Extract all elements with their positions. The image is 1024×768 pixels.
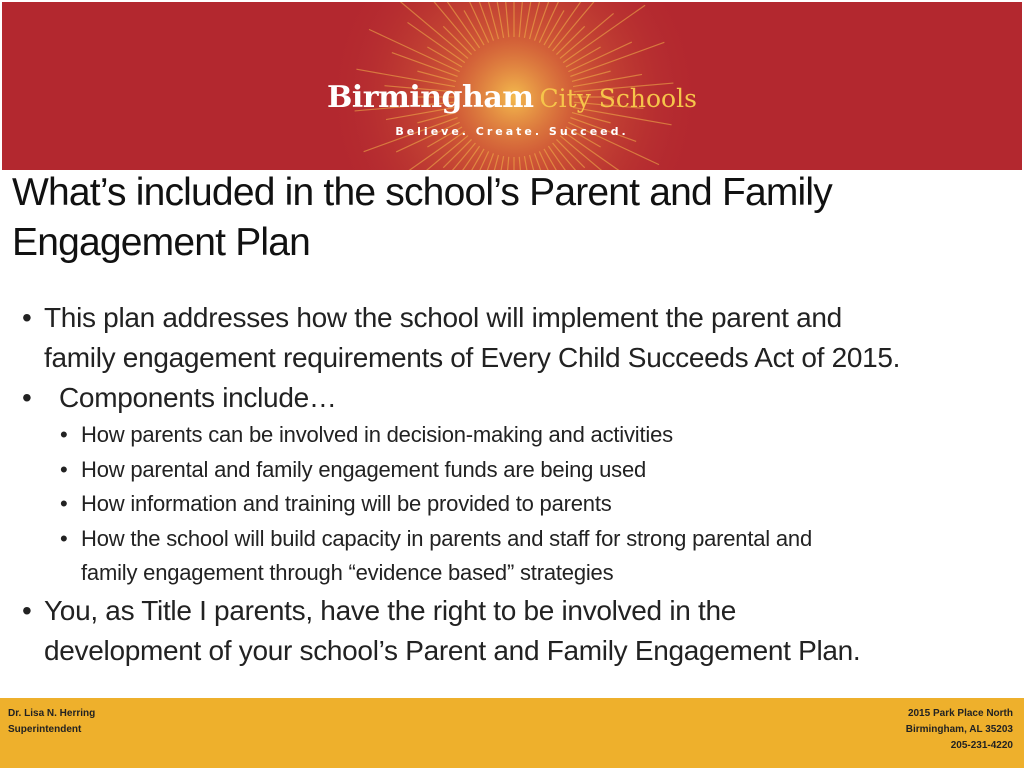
address-street: 2015 Park Place North <box>907 708 1013 719</box>
bullet-title-one-rights <box>22 591 1017 671</box>
bullet-dot: • <box>22 302 32 333</box>
phone-number: 205-231-4220 <box>950 740 1013 751</box>
sub-bullet-funds <box>44 453 1017 488</box>
sub-bullet-text: How information and training will be provided to parents <box>81 491 612 516</box>
district-logo <box>2 80 1022 138</box>
title-line-1: What’s included in the school’s Parent and Family <box>12 171 832 214</box>
footer-address <box>906 706 1013 754</box>
sub-bullet-text: How parental and family engagement funds are being used <box>81 456 647 482</box>
logo-tagline: Believe. Create. Succeed. <box>395 125 629 138</box>
bullet-dot: • <box>22 594 32 626</box>
sub-bullet-decision-making <box>44 418 1017 453</box>
bullet-list <box>22 298 1017 671</box>
header-banner <box>2 2 1022 170</box>
title-line-2: Engagement Plan <box>12 221 311 264</box>
footer-contact-left <box>8 706 95 738</box>
bullet-plan-addresses <box>22 298 1017 378</box>
bullet-dot: • <box>22 382 32 413</box>
superintendent-title: Superintendent <box>8 724 82 735</box>
bullet-dot: • <box>60 422 68 447</box>
sub-bullet-information <box>44 487 1017 522</box>
logo-main-text: Birmingham <box>327 80 534 115</box>
bullet-text: Components include… <box>59 382 337 413</box>
superintendent-name: Dr. Lisa N. Herring <box>8 708 96 719</box>
bullet-dot: • <box>60 491 68 516</box>
address-city: Birmingham, AL 35203 <box>905 724 1013 735</box>
slide-title <box>12 168 1012 268</box>
bullet-components <box>22 378 1017 418</box>
sub-bullet-capacity <box>44 522 1017 591</box>
bullet-dot: • <box>60 525 68 551</box>
sub-bullet-text: How parents can be involved in decision-making and activities <box>81 422 673 447</box>
sub-bullet-text-line-1: How the school will build capacity in parents and staff for strong parental and <box>81 525 812 551</box>
logo-sub-text: City Schools <box>539 84 697 113</box>
bullet-text-line-1: This plan addresses how the school will implement the parent and <box>44 302 842 333</box>
bullet-text-line-2: development of your school’s Parent and Family Engagement Plan. <box>44 634 861 666</box>
bullet-text-line-2: family engagement requirements of Every Child Succeeds Act of 2015. <box>44 342 901 373</box>
footer-bar <box>0 698 1024 768</box>
bullet-dot: • <box>60 456 68 482</box>
bullet-text-line-1: You, as Title I parents, have the right to be involved in the <box>44 594 737 626</box>
sub-bullet-text-line-2: family engagement through “evidence based” strategies <box>81 560 614 585</box>
